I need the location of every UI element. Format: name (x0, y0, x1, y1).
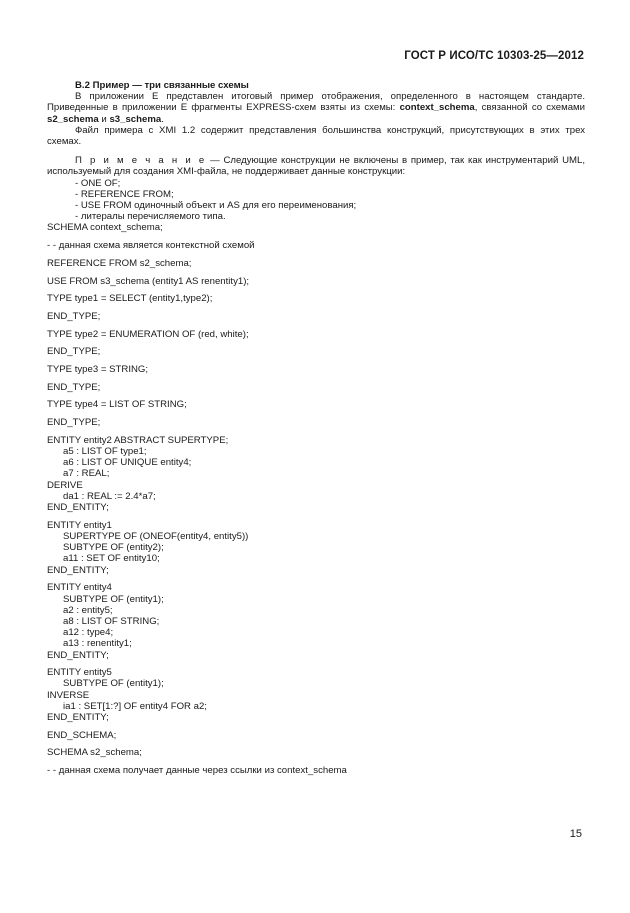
note-list-item: - REFERENCE FROM; (75, 188, 174, 200)
code-line: a6 : LIST OF UNIQUE entity4; (63, 457, 192, 469)
note-paragraph (47, 155, 585, 177)
code-line: ENTITY entity4 (47, 582, 112, 594)
code-line: TYPE type3 = STRING; (47, 364, 149, 376)
code-line: da1 : REAL := 2.4*a7; (63, 490, 156, 502)
intro-paragraph (47, 91, 585, 125)
code-line: TYPE type4 = LIST OF STRING; (47, 399, 187, 411)
schema-name-s2: s2_schema (47, 113, 99, 125)
code-line: a2 : entity5; (63, 604, 113, 616)
code-line: SCHEMA context_schema; (47, 222, 163, 234)
code-line: END_TYPE; (47, 381, 101, 393)
page-number: 15 (569, 828, 582, 840)
xmi-paragraph: Файл примера с XMI 1.2 содержит представления большинства конструкций, присутствующих в этих трех схемах. (47, 124, 585, 148)
code-line: END_ENTITY; (47, 712, 109, 724)
code-comment: - - данная схема является контекстной схемой (47, 240, 255, 252)
code-line: ia1 : SET[1:?] OF entity4 FOR a2; (63, 700, 207, 712)
code-line: REFERENCE FROM s2_schema; (47, 257, 192, 269)
code-line: SCHEMA s2_schema; (47, 747, 142, 759)
note-text: — Следующие конструкции не включены в пример, так как инструментарий UML, используемый для создания XMI-файла, не поддерживает данные конструкции: (47, 155, 585, 178)
code-line: SUBTYPE OF (entity1); (63, 678, 164, 690)
code-line: a7 : REAL; (63, 468, 110, 480)
code-line: END_TYPE; (47, 310, 101, 322)
code-line: SUBTYPE OF (entity2); (63, 542, 164, 554)
code-line: SUBTYPE OF (entity1); (63, 593, 164, 605)
code-line: SUPERTYPE OF (ONEOF(entity4, entity5)) (63, 531, 249, 542)
code-line: DERIVE (47, 479, 83, 491)
code-line: a13 : renentity1; (63, 638, 132, 650)
code-line: END_TYPE; (47, 417, 101, 429)
code-line: ENTITY entity2 ABSTRACT SUPERTYPE; (47, 434, 229, 446)
schema-name-s3: s3_schema (109, 113, 162, 125)
code-line: a12 : type4; (63, 627, 114, 639)
code-line: END_SCHEMA; (47, 729, 117, 741)
document-body (47, 80, 585, 776)
code-line: END_ENTITY; (47, 564, 109, 576)
code-line: USE FROM s3_schema (entity1 AS renentity1); (47, 275, 250, 287)
intro-text-and: и (98, 113, 110, 125)
code-line: TYPE type2 = ENUMERATION OF (red, white); (47, 328, 249, 340)
document-header: ГОСТ Р ИСО/ТС 10303-25—2012 (404, 50, 584, 62)
code-line: a11 : SET OF entity10; (63, 553, 160, 565)
note-list-item: - USE FROM одиночный объект и AS для его переименования; (75, 200, 357, 212)
code-comment: - - данная схема получает данные через ссылки из context_schema (47, 765, 347, 777)
intro-text-end: . (161, 113, 164, 125)
code-line: INVERSE (47, 689, 90, 701)
code-line: a8 : LIST OF STRING; (63, 615, 160, 627)
note-list (75, 178, 585, 223)
code-line: END_ENTITY; (47, 502, 109, 514)
code-line: END_ENTITY; (47, 649, 109, 661)
section-title: В.2 Пример — три связанные схемы (75, 80, 249, 91)
note-list-item: - ONE OF; (75, 177, 121, 189)
intro-text: В приложении Е представлен итоговый пример отображения, определенного в настоящем стандарте. Приведенные в приложении Е фрагменты EXPRESS-схем взяты из схемы: (47, 91, 585, 114)
intro-text-mid: , связанной со схемами (474, 102, 585, 114)
code-line: ENTITY entity1 (47, 519, 112, 531)
code-line: END_TYPE; (47, 346, 101, 358)
code-line: a5 : LIST OF type1; (63, 446, 147, 458)
schema-name-context: context_schema (399, 102, 475, 114)
note-list-item: - литералы перечисляемого типа. (75, 211, 226, 223)
code-line: TYPE type1 = SELECT (entity1,type2); (47, 293, 213, 305)
note-label: П р и м е ч а н и е (75, 155, 207, 167)
code-line: ENTITY entity5 (47, 667, 112, 679)
express-code-block (47, 222, 585, 776)
